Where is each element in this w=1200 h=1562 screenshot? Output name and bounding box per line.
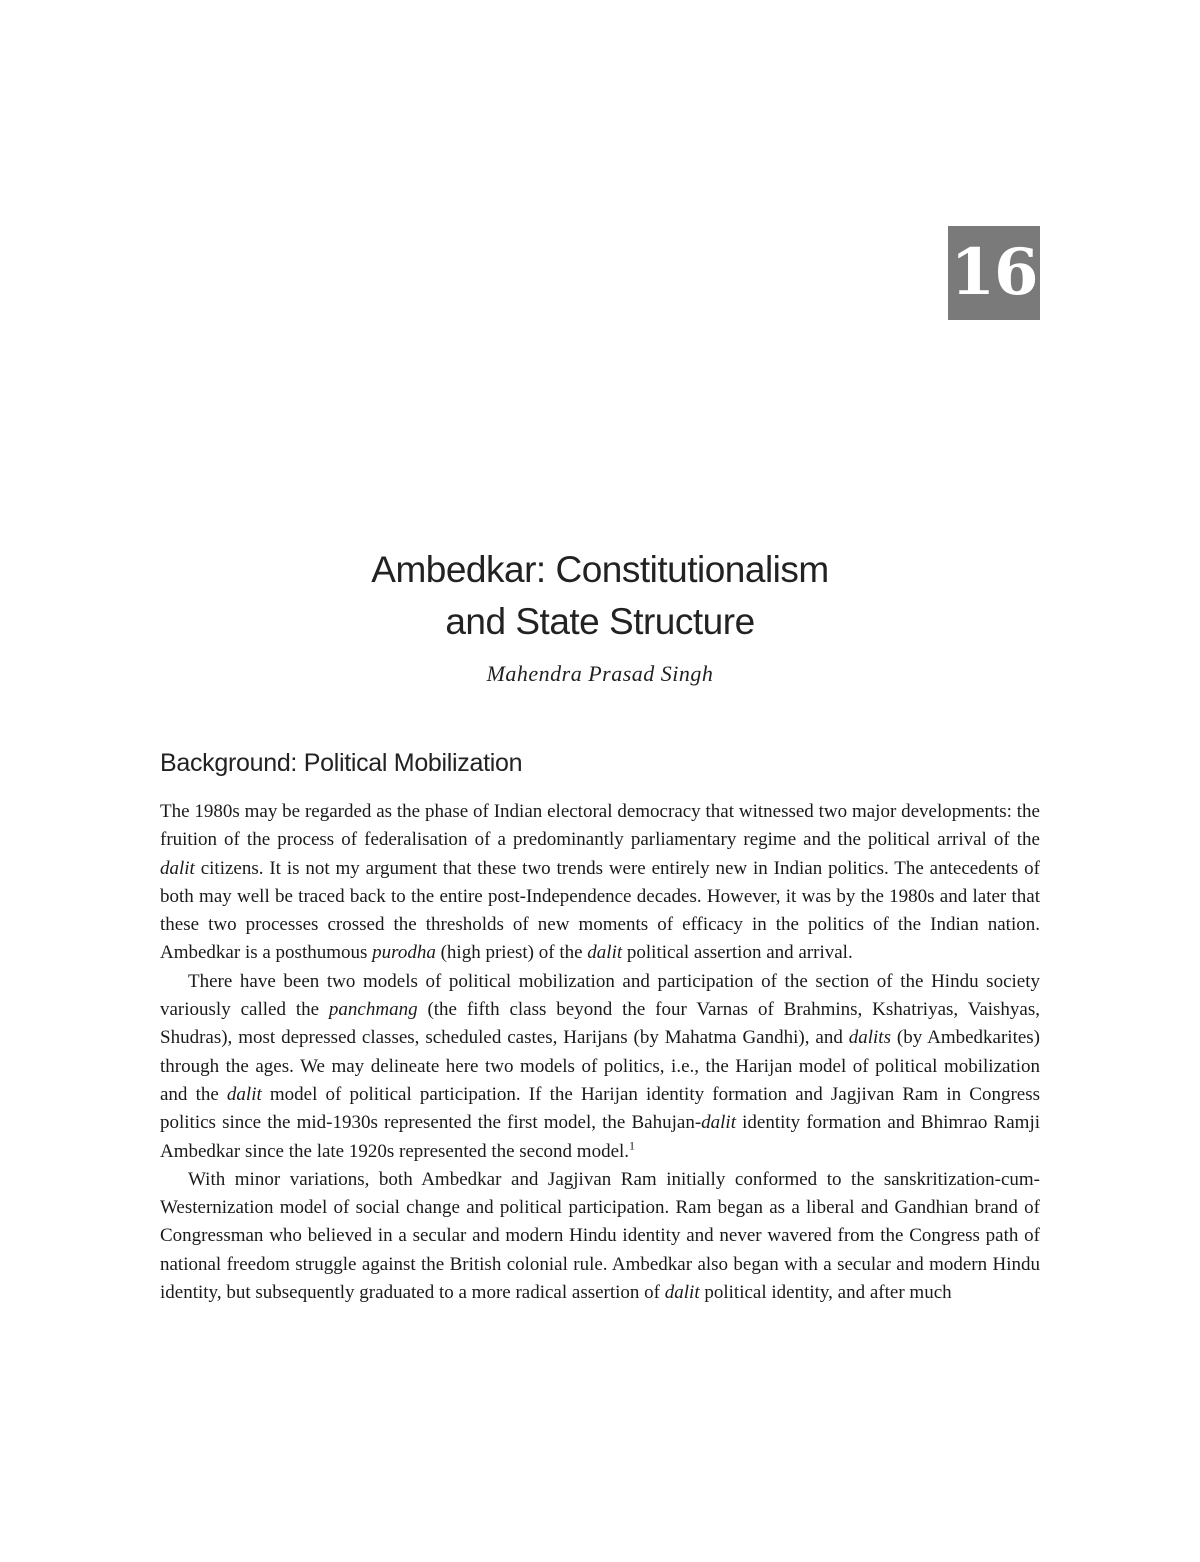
italic-term: panchmang <box>328 999 418 1021</box>
paragraph-2-text-b: (the fifth class beyond the four Varnas of Brahmins, Kshatriyas, Vaishyas, Shudras), most depressed classes, scheduled castes, Harijans (by Mahatma Gandhi), and <box>160 999 1040 1049</box>
paragraph-2 <box>160 968 1040 1166</box>
italic-term: purodha <box>372 942 436 964</box>
section-heading: Background: Political Mobilization <box>160 749 523 777</box>
paragraph-2-text-d: model of political participation. If the Harijan identity formation and Jagjivan Ram in Congress politics since the mid-1930s represented the first model, the Bahujan- <box>160 1083 1040 1134</box>
paragraph-1-text-b: citizens. It is not my argument that these two trends were entirely new in Indian politics. The antecedents of both may well be traced back to the entire post-Independence decades. However, it was by the 1980s and later that these two processes crossed the thresholds of new moments of efficacy in the politics of the Indian nation. Ambedkar is a posthumous <box>160 857 1040 964</box>
chapter-title-line-1: Ambedkar: Constitutionalism <box>371 549 829 590</box>
paragraph-2-text-e: identity formation and Bhimrao Ramji Ambedkar since the late 1920s represented the second model. <box>160 1112 1041 1162</box>
paragraph-3 <box>160 1166 1040 1307</box>
paragraph-1-text-d: political assertion and arrival. <box>622 942 853 964</box>
italic-term: dalits <box>848 1027 891 1049</box>
italic-term: dalit <box>226 1083 262 1105</box>
chapter-number-badge: 16 <box>948 226 1040 320</box>
paragraph-1-text-a: The 1980s may be regarded as the phase of Indian electoral democracy that witnessed two major developments: the fruition of the process of federalisation of a predominantly parliamentary regime and the political arrival of the <box>160 801 1040 851</box>
paragraph-3-text-b: political identity, and after much <box>699 1282 952 1304</box>
chapter-title-line-2: and State Structure <box>445 601 755 642</box>
chapter-title-block <box>160 544 1040 690</box>
paragraph-1 <box>160 798 1040 968</box>
paragraph-1-text-c: (high priest) of the <box>435 942 588 964</box>
body-text <box>160 798 1040 1307</box>
paragraph-3-text-a: With minor variations, both Ambedkar and Jagjivan Ram initially conformed to the sanskritization-cum-Westernization model of social change and political participation. Ram began as a liberal and Gandhian brand of Congressman who believed in a secular and modern Hindu identity and never wavered from the Congress path of national freedom struggle against the British colonial rule. Ambedkar also began with a secular and modern Hindu identity, but subsequently graduated to a more radical assertion of <box>160 1168 1040 1304</box>
paragraph-2-text-c: (by Ambedkarites) through the ages. We may delineate here two models of politics, i.e., the Harijan model of political mobilization and the <box>160 1027 1041 1105</box>
italic-term: dalit <box>701 1112 736 1134</box>
footnote-marker[interactable]: 1 <box>629 1138 636 1153</box>
author-name: Mahendra Prasad Singh <box>486 661 714 686</box>
italic-term: dalit <box>160 857 195 879</box>
italic-term: dalit <box>587 942 623 964</box>
paragraph-2-text-a: There have been two models of political mobilization and participation of the section of the Hindu society variously called the <box>160 970 1040 1021</box>
italic-term: dalit <box>664 1282 700 1304</box>
